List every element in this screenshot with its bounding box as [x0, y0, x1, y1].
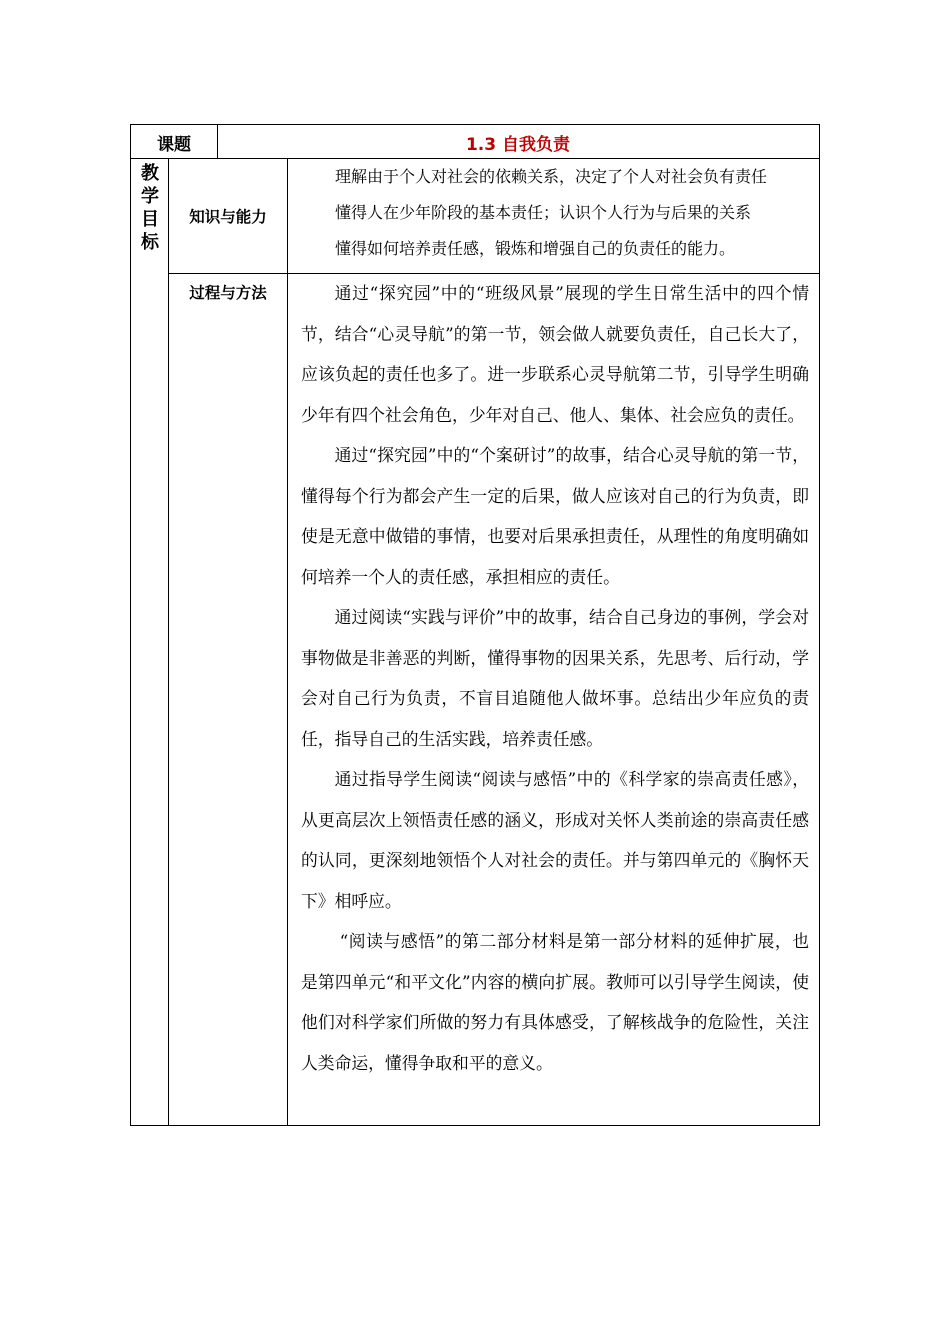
knowledge-line: 理解由于个人对社会的依赖关系，决定了个人对社会负有责任 — [335, 167, 768, 186]
process-paragraph: 通过“探究园”中的“个案研讨”的故事，结合心灵导航的第一节，懂得每个行为都会产生一定的后果，做人应该对自己的行为负责，即使是无意中做错的事情，也要对后果承担责任，从理性的角度明确如何培养一个人的责任感，承担相应的责任。 — [301, 445, 809, 587]
knowledge-ability-label: 知识与能力 — [189, 208, 267, 226]
process-paragraph: 通过阅读“实践与评价”中的故事，结合自己身边的事例，学会对事物做是非善恶的判断，懂得事物的因果关系，先思考、后行动，学会对自己行为负责，不盲目追随他人做坏事。总结出少年应负的责任，指导自己的生活实践，培养责任感。 — [301, 607, 809, 749]
side-char: 教 — [141, 163, 159, 184]
side-char: 标 — [141, 232, 159, 253]
process-paragraph: 通过“探究园”中的“班级风景”展现的学生日常生活中的四个情节，结合“心灵导航”的第一节，领会做人就要负责任，自己长大了，应该负起的责任也多了。进一步联系心灵导航第二节，引导学生明确少年有四个社会角色，少年对自己、他人、集体、社会应负的责任。 — [301, 283, 809, 425]
side-char: 学 — [141, 186, 159, 207]
process-method-content — [289, 273, 819, 1083]
knowledge-line: 懂得如何培养责任感，锻炼和增强自己的负责任的能力。 — [335, 239, 736, 258]
process-paragraph: “阅读与感悟”的第二部分材料是第一部分材料的延伸扩展，也是第四单元“和平文化”内容的横向扩展。教师可以引导学生阅读，使他们对科学家们所做的努力有具体感受，了解核战争的危险性，关注人类命运，懂得争取和平的意义。 — [301, 931, 809, 1073]
label-col-divider — [287, 159, 288, 1125]
knowledge-ability-content — [289, 159, 819, 273]
process-paragraph: 通过指导学生阅读“阅读与感悟”中的《科学家的崇高责任感》，从更高层次上领悟责任感的涵义，形成对关怀人类前途的崇高责任感的认同，更深刻地领悟个人对社会的责任。并与第四单元的《胸怀天下》相呼应。 — [301, 769, 809, 911]
side-col-divider — [168, 159, 169, 1125]
knowledge-line: 懂得人在少年阶段的基本责任；认识个人行为与后果的关系 — [335, 203, 752, 222]
lesson-plan-table — [130, 124, 820, 1126]
page-title: 1.3 自我负责 — [465, 134, 571, 155]
side-char: 目 — [141, 209, 159, 230]
process-method-label: 过程与方法 — [189, 284, 267, 302]
teaching-goals-label — [131, 159, 169, 254]
topic-label: 课题 — [157, 134, 191, 155]
